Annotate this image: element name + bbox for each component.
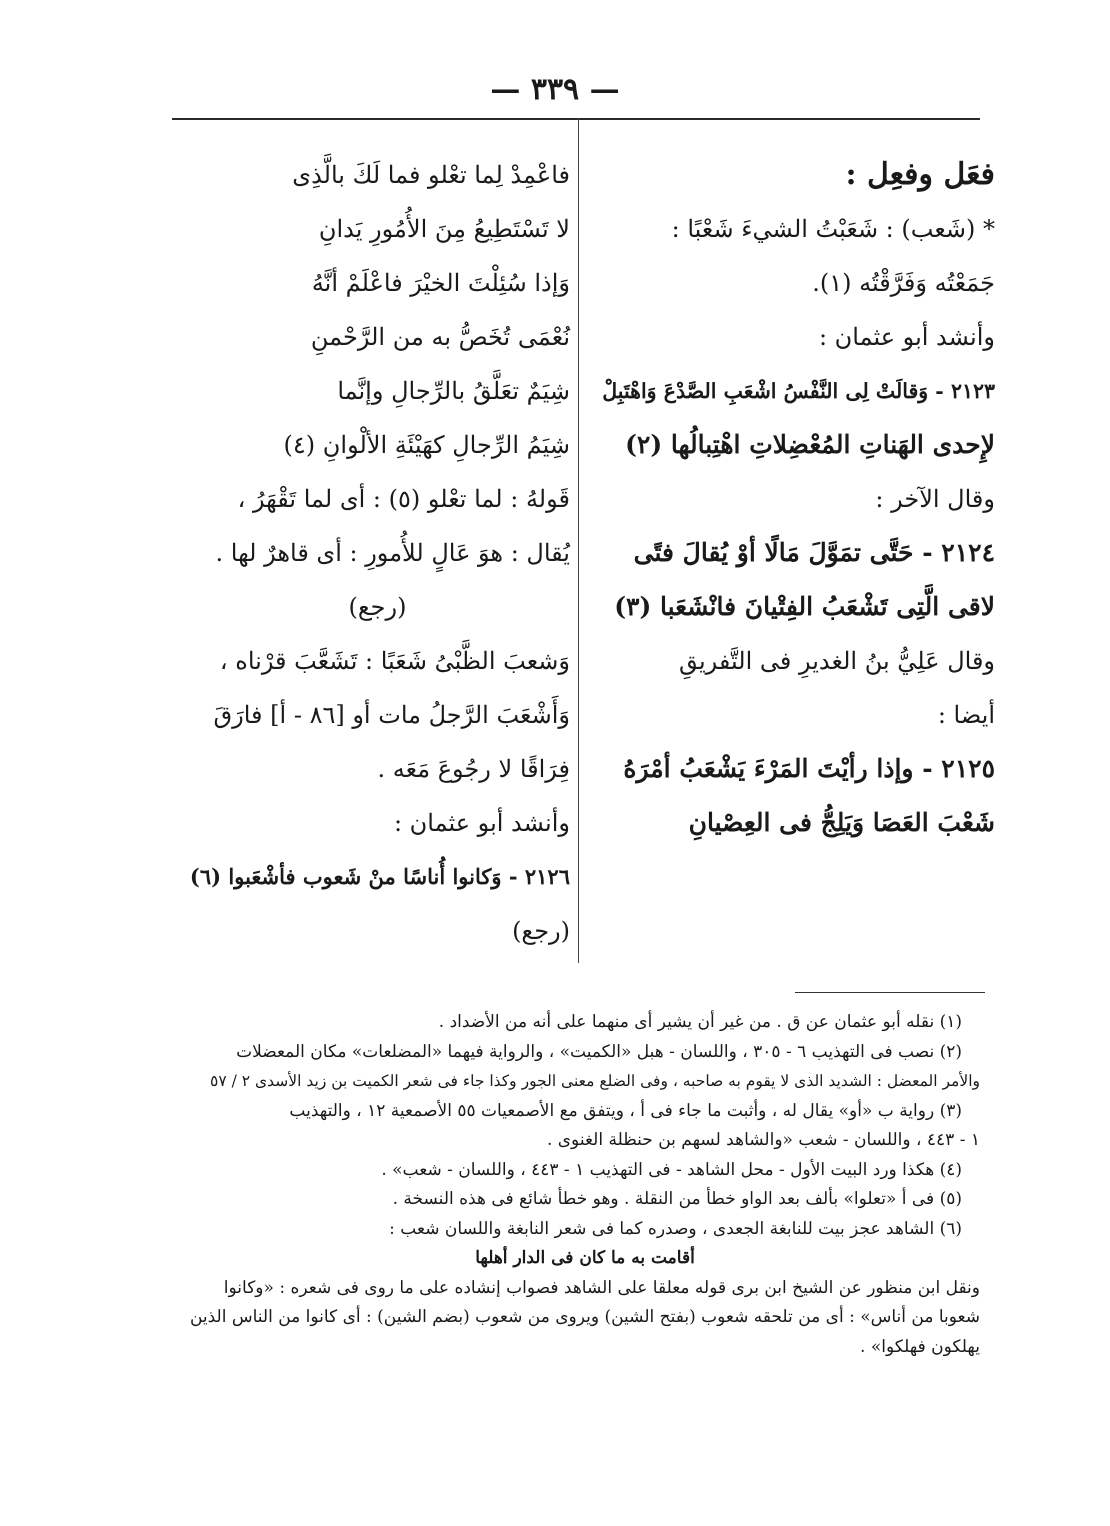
right-column: [600, 148, 995, 850]
text-line: قَولهُ : لما تعْلو (٥) : أى لما تَقْهَرُ ،: [237, 485, 570, 513]
footnote-line: (٦) الشاهد عجز بيت للنابغة الجعدى ، وصدره كما فى شعر النابغة واللسان شعب :: [389, 1218, 962, 1239]
text-line: يُقال : هوَ عَالٍ للأُمورِ : أى قاهرٌ لها .: [215, 539, 570, 567]
verse-line: ٢١٢٤ - حَتَّى تمَوَّلَ مَالًا أوْ يُقالَ فتًى: [633, 538, 995, 567]
verse-line: شَعْبَ العَصَا وَيَلِجُّ فى العِصْيانِ: [688, 808, 995, 837]
footnote-line: (٢) نصب فى التهذيب ٦ - ٣٠٥ ، واللسان - هبل «الكميت» ، والرواية فيهما «المضلعات» مكان المعضلات: [236, 1041, 962, 1062]
verse-line: لاقى الَّتِى تَشْعَبُ الفِتْيانَ فانْشَعَبا (٣): [614, 592, 995, 621]
text-line: لا تَسْتَطِيعُ مِنَ الأُمُورِ يَدانِ: [318, 215, 570, 243]
text-line: فِرَاقًا لا رجُوعَ مَعَه .: [377, 755, 570, 783]
footnotes: [190, 1008, 980, 1362]
text-line: وَإذا سُئِلْتَ الخيْرَ فاعْلَمْ أنَّهُ: [311, 269, 570, 297]
text-line: وأنشد أبو عثمان :: [818, 323, 995, 351]
text-line: وقال الآخر :: [875, 485, 995, 513]
section-heading: فعَل وفعِل :: [845, 157, 995, 192]
footnote-line: (٤) هكذا ورد البيت الأول - محل الشاهد - فى التهذيب ١ - ٤٤٣ ، واللسان - شعب» .: [381, 1159, 962, 1180]
text-line: شِيَمُ الرِّجالِ كهَيْئَةِ الألْوانِ (٤): [283, 431, 570, 459]
return-marker: (رجع): [348, 593, 407, 621]
footnote-rule: [795, 992, 985, 993]
verse-line: ٢١٢٦ - وَكانوا أُناسًا منْ شَعوب فأشْعَبوا (٦): [189, 864, 570, 889]
footnote-verse: أقامت به ما كان فى الدار أهلها: [475, 1248, 695, 1268]
return-marker: (رجع): [512, 917, 570, 945]
column-divider: [578, 118, 579, 963]
footnote-line: (٥) فى أ «تعلوا» بألف بعد الواو خطأ من النقلة . وهو خطأ شائع فى هذه النسخة .: [392, 1189, 962, 1209]
text-line: وأنشد أبو عثمان :: [393, 809, 570, 837]
footnote-line: ١ - ٤٤٣ ، واللسان - شعب «والشاهد لسهم بن حنظلة الغنوى .: [546, 1130, 980, 1150]
header-rule: [172, 118, 980, 120]
text-line: جَمَعْتُه وَفَرَّقْتُه (١).: [812, 269, 995, 297]
verse-line: ٢١٢٥ - وإذا رأيْتَ المَرْءَ يَشْعَبُ أمْرَهُ: [623, 754, 995, 783]
footnote-line: يهلكون فهلكوا» .: [860, 1336, 980, 1357]
text-line: شِيَمٌ تعَلَّقُ بالرِّجالِ وإنَّما: [337, 377, 570, 405]
footnote-line: (٣) رواية ب «أو» يقال له ، وأثبت ما جاء فى أ ، ويتفق مع الأصمعيات ٥٥ الأصمعية ١٢ ، والتهذيب: [289, 1100, 962, 1121]
footnote-line: ونقل ابن منظور عن الشيخ ابن برى قوله معلقا على الشاهد فصواب إنشاده على ما روى فى شعره : «وكانوا: [223, 1277, 980, 1298]
page-number: — ٣٣٩ —: [490, 72, 620, 107]
text-line: وَأَشْعَبَ الرَّجلُ مات أو [٨٦ - أ] فارَقَ: [213, 701, 570, 729]
verse-line: ٢١٢٣ - وَقالَتْ لِى النَّفْسُ اشْعَبِ الصَّدْعَ وَاهْتَبِلْ: [602, 379, 995, 403]
text-line: وَشعبَ الظَّبْىُ شَعَبًا : تَشَعَّبَ قرْناه ،: [219, 647, 570, 675]
left-column: [185, 148, 570, 958]
footnote-line: (١) نقله أبو عثمان عن ق . من غير أن يشير أى منهما على أنه من الأضداد .: [438, 1012, 962, 1032]
footnote-line: والأمر المعضل : الشديد الذى لا يقوم به صاحبه ، وفى الضلع معنى الجور وكذا جاء فى شعر الكميت بن زيد الأسدى ٢ / ٥٧: [210, 1072, 980, 1090]
text-line: نُعْمَى تُخَصُّ به من الرَّحْمنِ: [310, 323, 570, 351]
footnote-line: شعوبا من أناس» : أى من تلحقه شعوب (بفتح الشين) ويروى من شعوب (بضم الشين) : أى كانوا من الناس الذين: [189, 1307, 980, 1327]
text-line: فاعْمِدْ لِما تعْلو فما لَكَ بالَّذِى: [292, 161, 570, 189]
text-line: وقال عَلِيُّ بنُ الغديرِ فى التَّفريقِ: [678, 647, 995, 675]
verse-line: لإِحدى الهَناتِ المُعْضِلاتِ اهْتِبالُها (٢): [625, 430, 995, 459]
text-line: أيضا :: [937, 701, 995, 729]
text-line: * (شَعب) : شَعَبْتُ الشيءَ شَعْبًا :: [671, 215, 995, 243]
